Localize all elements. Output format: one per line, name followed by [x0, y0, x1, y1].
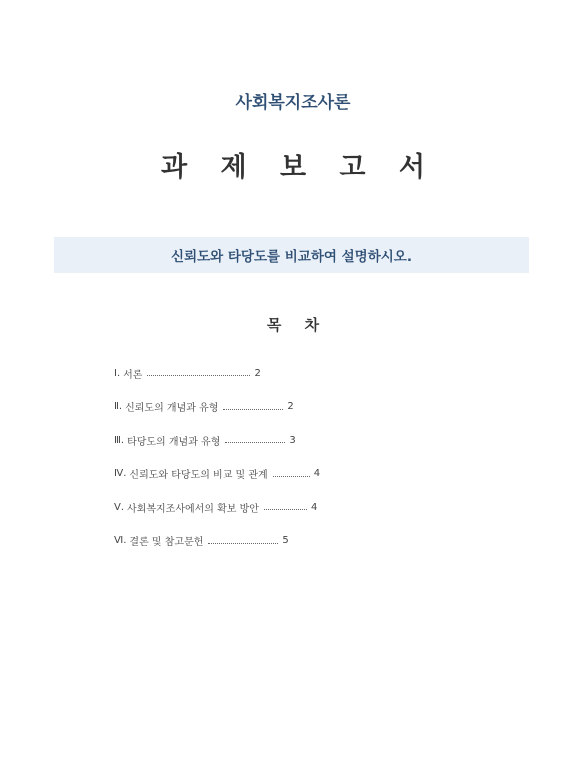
toc-item-reliability [114, 400, 474, 414]
toc-item-conclusion [114, 534, 474, 548]
toc-item-page: 2 [254, 367, 261, 379]
toc-item-comparison [114, 467, 474, 481]
toc-item-label: 결론 및 참고문헌 [129, 537, 204, 548]
toc-item-page: 3 [289, 434, 296, 446]
toc-item-number: Ⅴ. [114, 501, 125, 513]
toc-item-number: Ⅳ. [114, 468, 127, 479]
toc-item-number: Ⅰ. [114, 367, 121, 379]
toc-item-label: 사회복지조사에서의 확보 방안 [127, 503, 259, 515]
toc-item-introduction [114, 366, 474, 380]
toc-item-label: 타당도의 개념과 유형 [127, 436, 221, 448]
toc-leader-dots [264, 508, 307, 510]
document-title: 과 제 보 고 서 [160, 152, 437, 183]
table-of-contents [114, 366, 474, 567]
toc-item-validity [114, 433, 474, 447]
toc-item-page: 2 [287, 401, 294, 412]
topic-text: 신뢰도와 타당도를 비교하여 설명하시오. [171, 249, 412, 265]
topic-banner [54, 237, 529, 273]
toc-leader-dots [208, 542, 278, 544]
toc-item-number: Ⅵ. [114, 535, 127, 546]
toc-heading: 목 차 [266, 316, 320, 334]
toc-item-label: 서론 [123, 369, 143, 381]
toc-item-page: 5 [282, 535, 289, 546]
toc-item-page: 4 [310, 501, 318, 513]
toc-item-label: 신뢰도의 개념과 유형 [125, 403, 219, 414]
course-name: 사회복지조사론 [235, 93, 351, 113]
toc-leader-dots [147, 374, 250, 376]
toc-item-page: 4 [313, 468, 321, 479]
toc-leader-dots [223, 408, 283, 410]
toc-item-label: 신뢰도와 타당도의 비교 및 관계 [129, 470, 268, 481]
toc-item-number: Ⅲ. [114, 434, 125, 446]
toc-leader-dots [225, 441, 285, 443]
toc-item-securing-methods [114, 500, 474, 514]
toc-item-number: Ⅱ. [114, 401, 123, 412]
toc-leader-dots [273, 475, 310, 477]
